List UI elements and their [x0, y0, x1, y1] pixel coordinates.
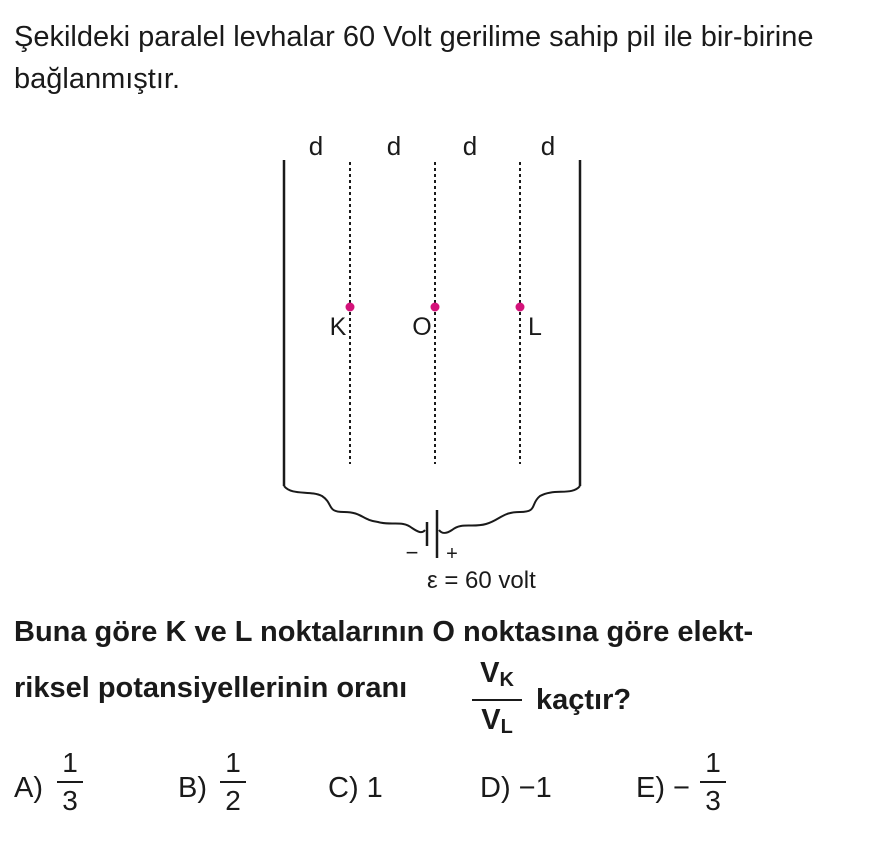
emf-label: ε = 60 volt — [427, 567, 536, 594]
choice-a-fraction — [57, 748, 83, 816]
choice-b-numerator: 1 — [225, 747, 241, 778]
choice-b-fraction — [220, 748, 246, 816]
battery-minus-label: − — [405, 540, 419, 565]
distance-label-3: d — [462, 131, 478, 161]
choice-a-denominator: 3 — [62, 785, 78, 816]
distance-label-4: d — [540, 131, 556, 161]
battery-plus-label: + — [446, 543, 458, 565]
ratio-denominator-sub: L — [500, 716, 513, 738]
ratio-denominator-symbol: V — [481, 704, 501, 736]
intro-text: Şekildeki paralel levhalar 60 Volt gerilime sahip pil ile bir-birine bağlanmıştır. — [14, 21, 814, 95]
choice-e-numerator: 1 — [705, 747, 721, 778]
choice-c-label: C) 1 — [328, 772, 383, 804]
point-o-label: O — [412, 313, 432, 341]
distance-label-2: d — [386, 131, 402, 161]
choice-b-label: B) — [178, 772, 207, 804]
choice-a-label: A) — [14, 772, 43, 804]
choice-e-label: E) − — [636, 772, 690, 804]
choice-e-bar — [700, 781, 726, 783]
choice-b-bar — [220, 781, 246, 783]
ratio-numerator-symbol: V — [480, 657, 500, 689]
choice-a-numerator: 1 — [62, 747, 78, 778]
choice-b-denominator: 2 — [225, 785, 241, 816]
choice-e-denominator: 3 — [705, 785, 721, 816]
choice-e-fraction — [700, 748, 726, 816]
choice-a-bar — [57, 781, 83, 783]
question-line-2-end: kaçtır? — [536, 684, 632, 716]
question-line-1: Buna göre K ve L noktalarının O noktasına göre elekt- — [14, 616, 754, 648]
ratio-numerator-sub: K — [499, 669, 514, 691]
question-line-2-text: riksel potansiyellerinin oranı — [14, 672, 408, 704]
choice-d-label: D) −1 — [480, 772, 552, 804]
point-l-label: L — [528, 313, 542, 341]
point-k-label: K — [329, 313, 347, 341]
distance-label-1: d — [308, 131, 324, 161]
